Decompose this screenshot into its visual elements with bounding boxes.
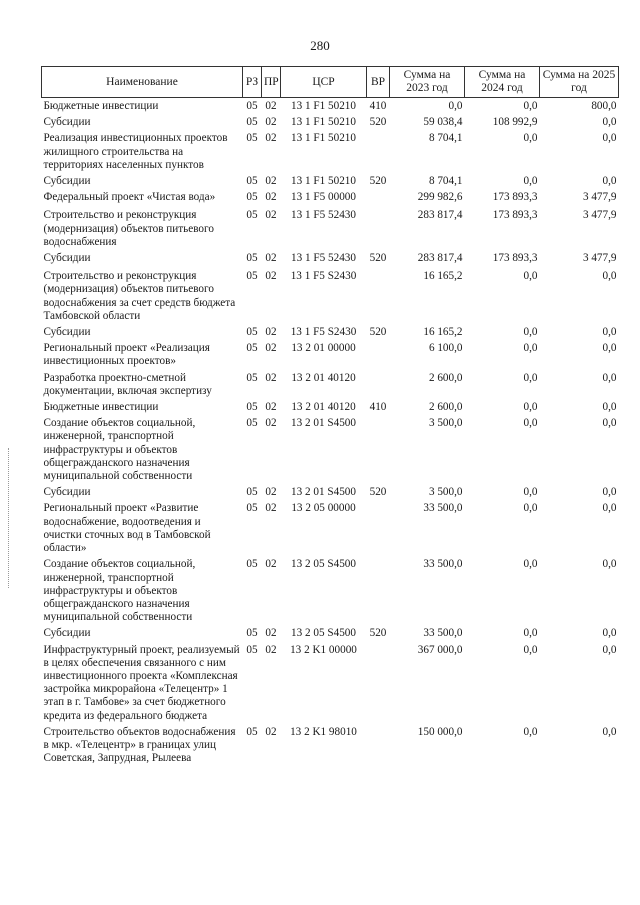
row-sum-2025: 0,0: [602, 270, 617, 283]
table-row: [42, 342, 619, 368]
row-csr: 13 1 F1 50210: [291, 100, 356, 112]
budget-table: [41, 66, 619, 765]
table-row: [42, 116, 619, 129]
row-name: Региональный проект «Реализация инвестиционных проектов»: [43, 342, 210, 368]
row-sum-2025: 0,0: [602, 725, 617, 738]
row-sum-2024: 0,0: [523, 326, 538, 339]
row-name: Строительство объектов водоснабжения в мкр. «Телецентр» в границах улиц Советская, Запрудная, Рылеева: [43, 725, 236, 765]
row-sum-2025: 800,0: [591, 100, 617, 112]
row-sum-2024: 0,0: [523, 502, 538, 515]
row-sum-2023: 283 817,4: [417, 209, 463, 222]
row-name: Региональный проект «Развитие водоснабжение, водоотведения и очистки сточных вод в Тамбовской области»: [43, 502, 211, 555]
row-name: Бюджетные инвестиции: [43, 100, 159, 112]
row-rz: 05: [246, 502, 258, 515]
row-sum-2025: 0,0: [602, 371, 617, 384]
row-vr: 520: [369, 116, 387, 129]
row-vr: [367, 132, 390, 172]
row-name: Федеральный проект «Чистая вода»: [43, 191, 216, 204]
row-rz: 05: [246, 627, 258, 640]
row-sum-2023: 2 600,0: [428, 401, 463, 414]
row-rz: 05: [246, 116, 258, 129]
row-csr: 13 2 01 S4500: [291, 486, 356, 499]
row-rz: 05: [246, 270, 258, 283]
row-sum-2024: 108 992,9: [492, 116, 538, 129]
row-rz: 05: [246, 209, 258, 222]
row-rz: 05: [246, 417, 258, 430]
row-vr: 410: [369, 401, 387, 414]
table-row: [42, 100, 619, 113]
row-vr: [367, 372, 390, 398]
row-sum-2023: 3 500,0: [428, 417, 463, 430]
row-csr: 13 1 F5 00000: [291, 191, 356, 204]
row-csr: 13 1 F1 50210: [291, 116, 356, 129]
row-rz: 05: [246, 100, 258, 112]
table-row: [42, 558, 619, 624]
row-sum-2023: 59 038,4: [423, 116, 463, 129]
row-sum-2024: 0,0: [523, 371, 538, 384]
row-sum-2025: 0,0: [602, 132, 617, 145]
row-sum-2025: 0,0: [602, 326, 617, 339]
row-sum-2023: 3 500,0: [428, 486, 463, 499]
row-csr: 13 1 F1 50210: [291, 175, 356, 188]
table-row: [42, 191, 619, 204]
row-sum-2023: 8 704,1: [428, 132, 463, 145]
table-header-row: [42, 67, 619, 98]
table-row: [42, 486, 619, 499]
row-name: Бюджетные инвестиции: [43, 401, 159, 414]
row-vr: 520: [369, 627, 387, 640]
row-vr: [367, 644, 390, 723]
row-csr: 13 1 F5 S2430: [290, 270, 357, 283]
row-vr: [367, 726, 390, 766]
row-sum-2023: 299 982,6: [417, 191, 463, 204]
header-sum-2025: Сумма на 2025 год: [540, 67, 619, 98]
row-pr: 02: [265, 725, 277, 738]
row-name: Субсидии: [43, 116, 91, 129]
row-pr: 02: [265, 209, 277, 222]
row-sum-2023: 33 500,0: [423, 627, 463, 640]
row-sum-2024: 0,0: [523, 558, 538, 571]
row-sum-2023: 150 000,0: [417, 725, 463, 738]
row-csr: 13 2 05 S4500: [291, 558, 356, 571]
row-name: Разработка проектно-сметной документации, включая экспертизу: [43, 371, 212, 397]
row-sum-2025: 0,0: [602, 486, 617, 499]
row-rz: 05: [246, 401, 258, 414]
row-sum-2025: 0,0: [602, 417, 617, 430]
row-csr: 13 2 01 S4500: [291, 417, 356, 430]
row-vr: [367, 209, 390, 249]
table-row: [42, 644, 619, 723]
row-sum-2025: 0,0: [602, 643, 617, 656]
header-pr: ПР: [262, 67, 281, 98]
table-row: [42, 401, 619, 414]
row-name: Строительство и реконструкция (модернизация) объектов питьевого водоснабжения за счет средств бюджета Тамбовской области: [43, 270, 236, 322]
header-rz: РЗ: [243, 67, 262, 98]
row-sum-2023: 33 500,0: [423, 502, 463, 515]
row-pr: 02: [265, 627, 277, 640]
table-row: [42, 726, 619, 766]
table-row: [42, 627, 619, 640]
row-pr: 02: [265, 401, 277, 414]
row-csr: 13 2 01 00000: [291, 342, 356, 355]
row-name: Инфраструктурный проект, реализуемый в целях обеспечения связанного с ним инвестиционного проекта «Комплексная застройка микрорайона «Телецентр» 1 этап в г. Тамбове» за счет бюджетного кредита из федерального бюджета: [43, 643, 240, 722]
row-sum-2023: 33 500,0: [423, 558, 463, 571]
row-csr: 13 1 F1 50210: [291, 132, 356, 145]
row-sum-2023: 367 000,0: [417, 643, 463, 656]
row-name: Реализация инвестиционных проектов жилищного строительства на территориях населенных пунктов: [43, 132, 228, 171]
row-sum-2024: 0,0: [523, 132, 538, 145]
header-sum-2023: Сумма на 2023 год: [390, 67, 465, 98]
row-sum-2025: 3 477,9: [582, 209, 617, 222]
row-pr: 02: [265, 502, 277, 515]
row-rz: 05: [246, 725, 258, 738]
row-pr: 02: [265, 270, 277, 283]
row-pr: 02: [265, 417, 277, 430]
row-sum-2025: 0,0: [602, 401, 617, 414]
row-pr: 02: [265, 486, 277, 499]
row-sum-2023: 16 165,2: [423, 270, 463, 283]
row-rz: 05: [246, 486, 258, 499]
row-pr: 02: [265, 326, 277, 339]
row-vr: [367, 342, 390, 368]
row-vr: [367, 191, 390, 204]
row-vr: 520: [369, 486, 387, 499]
row-sum-2023: 6 100,0: [428, 342, 463, 355]
row-pr: 02: [265, 132, 277, 145]
row-sum-2024: 173 893,3: [492, 191, 538, 204]
row-sum-2023: 2 600,0: [428, 371, 463, 384]
table-row: [42, 270, 619, 323]
row-csr: 13 1 F5 S2430: [290, 326, 357, 339]
row-sum-2024: 0,0: [523, 175, 538, 188]
row-vr: 520: [369, 326, 387, 339]
row-sum-2024: 173 893,3: [492, 252, 538, 265]
page-number: 280: [310, 38, 330, 53]
row-sum-2024: 0,0: [523, 643, 538, 656]
row-vr: [367, 558, 390, 624]
row-sum-2025: 0,0: [602, 502, 617, 515]
row-rz: 05: [246, 558, 258, 571]
row-vr: [367, 270, 390, 323]
row-pr: 02: [265, 175, 277, 188]
row-csr: 13 2 K1 00000: [290, 643, 357, 656]
row-name: Субсидии: [43, 486, 91, 499]
table-row: [42, 132, 619, 172]
table-body: [42, 98, 619, 766]
row-pr: 02: [265, 116, 277, 129]
row-sum-2025: 3 477,9: [582, 191, 617, 204]
row-sum-2023: 0,0: [448, 100, 463, 112]
row-pr: 02: [265, 558, 277, 571]
row-pr: 02: [265, 371, 277, 384]
header-csr: ЦСР: [281, 67, 367, 98]
table-row: [42, 252, 619, 265]
row-rz: 05: [246, 175, 258, 188]
row-rz: 05: [246, 371, 258, 384]
row-sum-2024: 0,0: [523, 627, 538, 640]
table-row: [42, 326, 619, 339]
row-sum-2024: 0,0: [523, 100, 538, 112]
row-csr: 13 1 F5 52430: [291, 252, 356, 265]
row-vr: [367, 502, 390, 555]
row-csr: 13 2 05 00000: [291, 502, 356, 515]
row-rz: 05: [246, 132, 258, 145]
row-sum-2025: 3 477,9: [582, 252, 617, 265]
row-rz: 05: [246, 643, 258, 656]
row-pr: 02: [265, 100, 277, 112]
row-sum-2024: 173 893,3: [492, 209, 538, 222]
row-rz: 05: [246, 326, 258, 339]
row-vr: 520: [369, 175, 387, 188]
row-name: Субсидии: [43, 627, 91, 640]
row-sum-2025: 0,0: [602, 558, 617, 571]
row-sum-2024: 0,0: [523, 342, 538, 355]
row-rz: 05: [246, 191, 258, 204]
row-sum-2025: 0,0: [602, 627, 617, 640]
row-sum-2023: 283 817,4: [417, 252, 463, 265]
header-sum-2024: Сумма на 2024 год: [465, 67, 540, 98]
table-row: [42, 502, 619, 555]
row-name: Субсидии: [43, 326, 91, 339]
row-sum-2024: 0,0: [523, 486, 538, 499]
row-pr: 02: [265, 643, 277, 656]
row-name: Создание объектов социальной, инженерной, транспортной инфраструктуры и объектов общегражданского назначения муниципальной собственности: [43, 417, 196, 483]
row-sum-2024: 0,0: [523, 270, 538, 283]
row-vr: [367, 417, 390, 483]
row-csr: 13 2 01 40120: [291, 371, 356, 384]
table-row: [42, 175, 619, 188]
row-sum-2025: 0,0: [602, 342, 617, 355]
row-sum-2023: 8 704,1: [428, 175, 463, 188]
table-row: [42, 372, 619, 398]
row-sum-2025: 0,0: [602, 175, 617, 188]
row-sum-2024: 0,0: [523, 725, 538, 738]
row-rz: 05: [246, 252, 258, 265]
row-csr: 13 1 F5 52430: [291, 209, 356, 222]
table-row: [42, 417, 619, 483]
row-name: Строительство и реконструкция (модернизация) объектов питьевого водоснабжения: [43, 209, 214, 248]
table-row: [42, 209, 619, 249]
row-name: Субсидии: [43, 252, 91, 265]
row-sum-2023: 16 165,2: [423, 326, 463, 339]
row-vr: 410: [369, 100, 387, 112]
row-name: Создание объектов социальной, инженерной, транспортной инфраструктуры и объектов общегражданского назначения муниципальной собственности: [43, 558, 196, 624]
row-vr: 520: [369, 252, 387, 265]
row-sum-2024: 0,0: [523, 401, 538, 414]
row-name: Субсидии: [43, 175, 91, 188]
row-pr: 02: [265, 252, 277, 265]
row-csr: 13 2 K1 98010: [290, 725, 357, 738]
row-pr: 02: [265, 191, 277, 204]
row-csr: 13 2 01 40120: [291, 401, 356, 414]
row-sum-2025: 0,0: [602, 116, 617, 129]
scan-edge-marks: [8, 448, 12, 588]
row-rz: 05: [246, 342, 258, 355]
row-sum-2024: 0,0: [523, 417, 538, 430]
header-name: Наименование: [42, 67, 243, 98]
row-pr: 02: [265, 342, 277, 355]
header-vr: ВР: [367, 67, 390, 98]
row-csr: 13 2 05 S4500: [291, 627, 356, 640]
